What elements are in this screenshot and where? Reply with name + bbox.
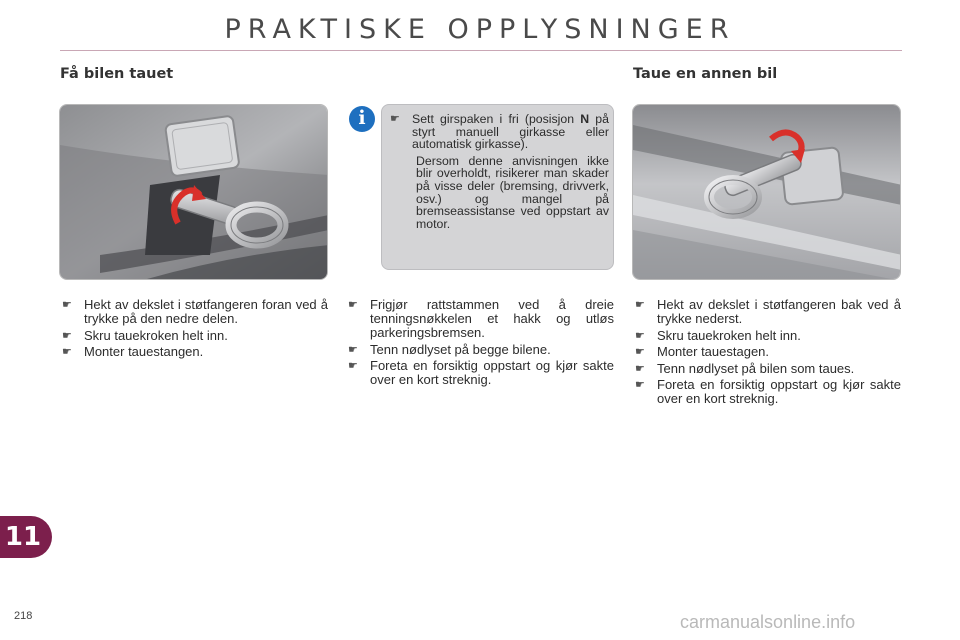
list-item: ☛ Hekt av dekslet i støtfangeren bak ved å trykke nederst. bbox=[635, 297, 901, 326]
pointing-hand-icon: ☛ bbox=[635, 362, 645, 375]
info-box-content bbox=[388, 113, 609, 230]
list-item: ☛ Monter tauestagen. bbox=[635, 344, 770, 359]
pointing-hand-icon: ☛ bbox=[635, 346, 645, 358]
page-title: PRAKTISKE OPPLYSNINGER bbox=[224, 14, 736, 45]
info-icon: i bbox=[349, 106, 375, 132]
pointing-hand-icon: ☛ bbox=[62, 346, 72, 358]
list-item: ☛ Frigjør rattstammen ved å dreie tenningsnøkkelen et hakk og utløs parkeringsbremsen. bbox=[348, 297, 614, 340]
pointing-hand-icon: ☛ bbox=[62, 299, 72, 311]
rear-tow-hook-photo bbox=[632, 104, 901, 280]
title-divider bbox=[60, 50, 902, 51]
list-item: ☛ Tenn nødlyset på begge bilene. bbox=[348, 341, 551, 357]
pointing-hand-icon: ☛ bbox=[348, 299, 358, 311]
info-bullet: ☛ Sett girspaken i fri (posisjon N på styrt manuell girkasse eller automatisk girkasse). bbox=[390, 112, 609, 152]
chapter-tab: 11 bbox=[0, 516, 52, 558]
front-tow-hook-photo bbox=[59, 104, 328, 280]
info-box bbox=[381, 104, 614, 270]
pointing-hand-icon: ☛ bbox=[635, 379, 645, 391]
section-heading-tow-car: Få bilen tauet bbox=[60, 66, 174, 82]
list-item: ☛ Skru tauekroken helt inn. bbox=[62, 327, 228, 343]
column-front-towing bbox=[60, 298, 328, 362]
list-item: ☛ Foreta en forsiktig oppstart og kjør sakte over en kort streknig. bbox=[635, 377, 901, 406]
list-item: ☛ Skru tauekroken helt inn. bbox=[635, 327, 801, 343]
watermark: carmanualsonline.info bbox=[680, 612, 856, 632]
column-rear-towing bbox=[633, 298, 901, 409]
list-item: ☛ Monter tauestangen. bbox=[62, 344, 204, 359]
pointing-hand-icon: ☛ bbox=[635, 329, 645, 342]
info-warning-paragraph: Dersom denne anvisningen ikke blir overholdt, risikerer man skader på visse deler (bremsing, drivverk, osv.) og mangel på bremseassistanse ved oppstart av motor. bbox=[416, 153, 609, 231]
pointing-hand-icon: ☛ bbox=[348, 343, 358, 356]
list-item: ☛ Foreta en forsiktig oppstart og kjør sakte over en kort streknig. bbox=[348, 358, 614, 387]
column-general-steps bbox=[346, 298, 614, 390]
pointing-hand-icon: ☛ bbox=[348, 360, 358, 372]
pointing-hand-icon: ☛ bbox=[635, 299, 645, 311]
page-number: 218 bbox=[14, 610, 33, 622]
section-heading-tow-other-car: Taue en annen bil bbox=[633, 66, 778, 82]
list-item: ☛ Hekt av dekslet i støtfangeren foran ved å trykke på den nedre delen. bbox=[62, 297, 328, 326]
list-item: ☛ Tenn nødlyset på bilen som taues. bbox=[635, 360, 855, 376]
pointing-hand-icon: ☛ bbox=[390, 113, 400, 125]
pointing-hand-icon: ☛ bbox=[62, 329, 72, 342]
